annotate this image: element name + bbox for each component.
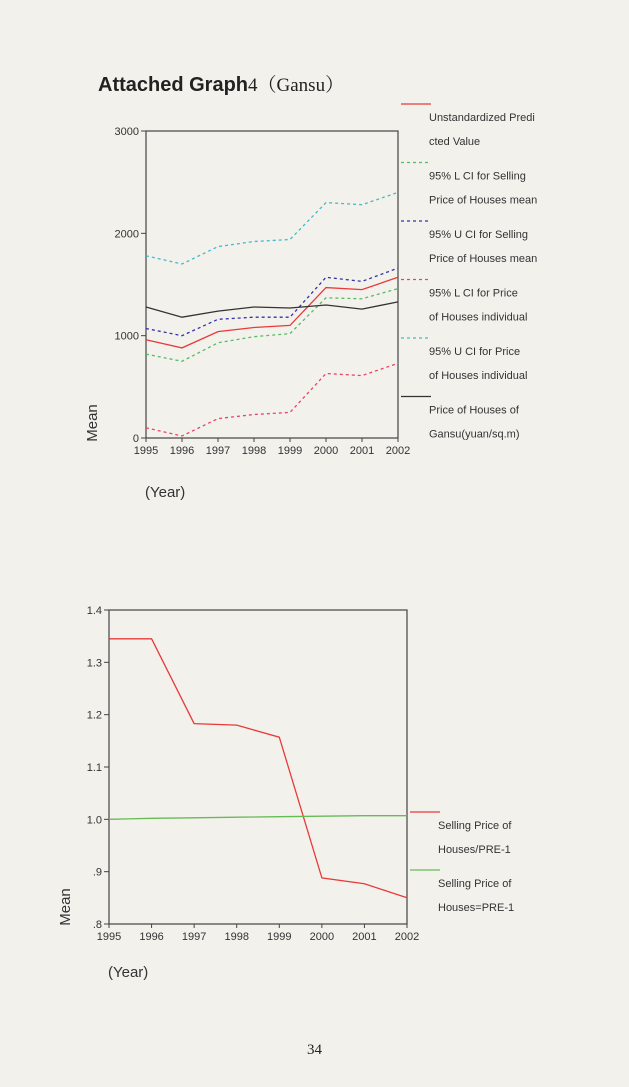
x-tick-label: 1997 — [205, 445, 231, 457]
y-tick-label: 2000 — [114, 228, 139, 241]
legend-label: Unstandardized Predi — [429, 112, 535, 124]
legend-label: of Houses individual — [429, 370, 528, 382]
y-tick-label: 1.3 — [86, 657, 102, 670]
legend-label: Price of Houses mean — [429, 194, 538, 207]
y-tick-label: 1.4 — [86, 605, 102, 617]
x-tick-label: 2000 — [309, 931, 335, 943]
legend-label: Price of Houses mean — [429, 253, 538, 265]
series-line — [109, 816, 407, 820]
x-tick-label: 1995 — [133, 445, 159, 457]
y-tick-label: 1.0 — [86, 814, 102, 827]
x-tick-label: 1998 — [241, 445, 267, 457]
y-tick-label: 0 — [132, 433, 139, 445]
legend-label: Gansu(yuan/sq.m) — [429, 428, 520, 441]
legend-label: 95% U CI for Selling — [429, 229, 529, 241]
page-title-suffix: 4（Gansu） — [248, 75, 345, 96]
legend-label: Price of Houses of — [429, 404, 519, 417]
legend-label: 95% L CI for Selling — [429, 170, 526, 183]
x-tick-label: 2001 — [352, 931, 377, 943]
y-axis-label: Mean — [57, 888, 74, 926]
y-tick-label: 1000 — [114, 330, 139, 343]
x-tick-label: 2000 — [313, 445, 339, 457]
x-axis-label: (Year) — [145, 484, 186, 501]
y-tick-label: 3000 — [114, 126, 139, 138]
legend-label: 95% L CI for Price — [429, 287, 518, 300]
y-tick-label: 1.2 — [86, 709, 102, 722]
series-line — [109, 639, 407, 898]
x-tick-label: 2001 — [349, 445, 375, 457]
legend-label: Selling Price of — [438, 820, 512, 832]
legend-label: cted Value — [429, 136, 481, 148]
x-tick-label: 1995 — [96, 931, 122, 943]
page-number: 34 — [307, 1042, 322, 1058]
x-axis-label: (Year) — [108, 964, 149, 981]
legend-label: of Houses individual — [429, 311, 528, 324]
x-tick-label: 1998 — [224, 931, 249, 943]
x-tick-label: 2002 — [385, 445, 411, 457]
legend-label: Selling Price of — [438, 878, 512, 890]
page-title-bold: Attached Graph — [98, 74, 249, 96]
y-axis-label: Mean — [84, 404, 101, 442]
x-tick-label: 1999 — [267, 931, 292, 943]
x-tick-label: 1997 — [181, 931, 207, 943]
y-tick-label: 1.1 — [86, 762, 102, 774]
x-tick-label: 2002 — [394, 931, 420, 943]
legend-label: Houses=PRE-1 — [438, 902, 515, 914]
x-tick-label: 1999 — [277, 445, 303, 457]
legend-label: 95% U CI for Price — [429, 346, 521, 358]
legend-label: Houses/PRE-1 — [438, 844, 511, 856]
y-tick-label: .9 — [92, 866, 102, 879]
y-tick-label: .8 — [92, 919, 102, 931]
plot-frame — [109, 610, 407, 924]
x-tick-label: 1996 — [169, 445, 195, 457]
x-tick-label: 1996 — [139, 931, 164, 943]
